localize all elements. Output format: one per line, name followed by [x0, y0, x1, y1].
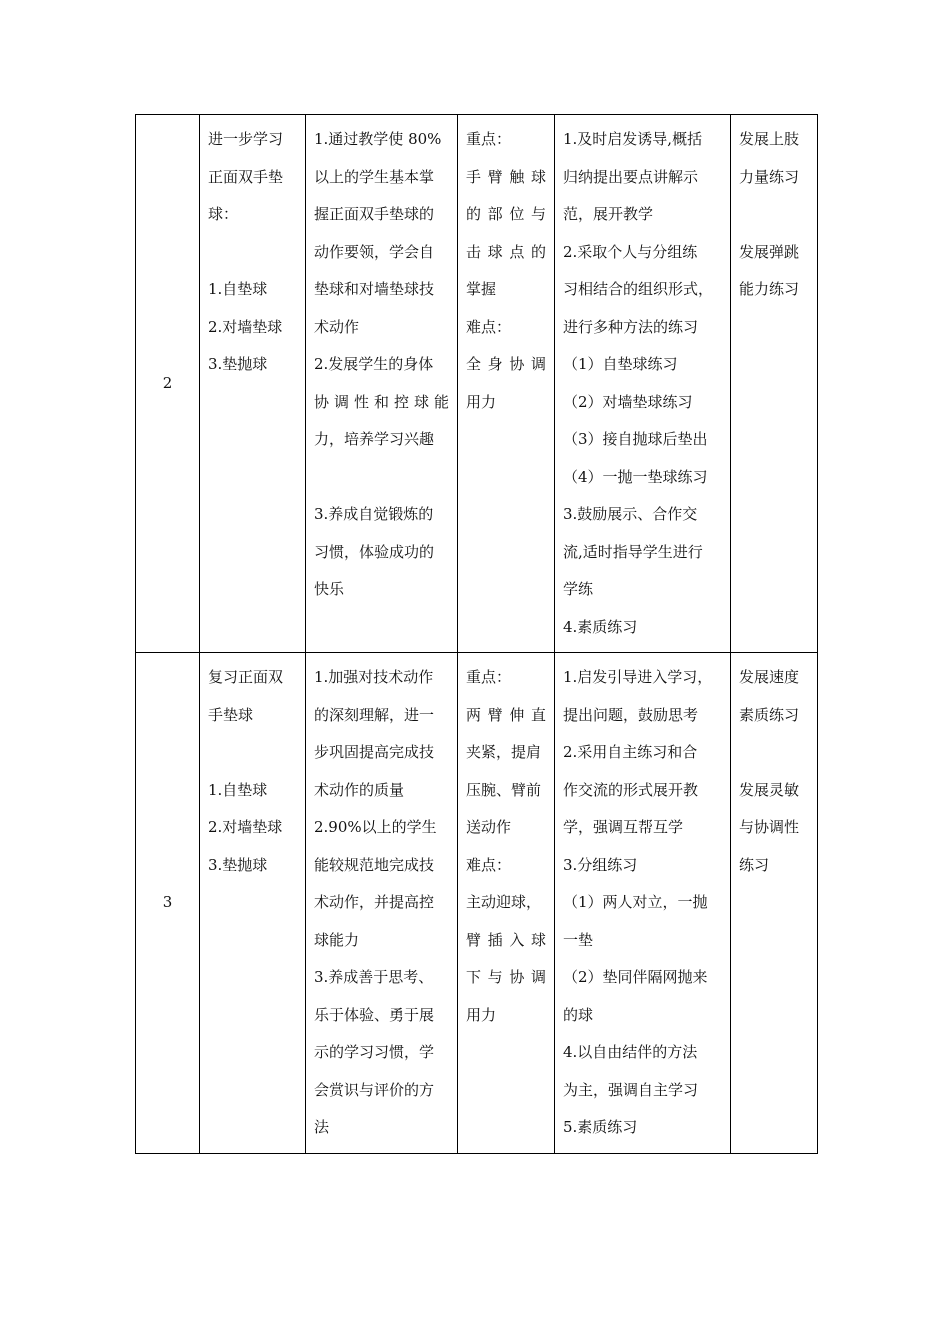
fitness-line: 能力练习: [739, 280, 800, 298]
goal-line: 力，培养学习兴趣: [314, 430, 435, 448]
goal-line: 乐于体验、勇于展: [314, 1005, 435, 1024]
fitness-line: 发展灵敏: [739, 780, 800, 799]
goal-line: 习惯，体验成功的: [314, 542, 435, 561]
keypoints-cell: [458, 653, 555, 1154]
content-cell: [200, 115, 306, 653]
method-line: （1）两人对立，一抛: [563, 893, 708, 911]
goal-line: 会赏识与评价的方: [314, 1080, 435, 1099]
hard-line: 用力: [466, 392, 497, 411]
goal-line: 步巩固提高完成技: [314, 743, 435, 761]
method-line: （2）对墙垫球练习: [563, 392, 693, 411]
hard-label: 难点：: [466, 317, 512, 336]
methods-cell: [555, 115, 731, 653]
content-title-line: 正面双手垫: [208, 167, 284, 186]
goal-line: 示的学习习惯，学: [314, 1043, 435, 1061]
goal-line: 2.发展学生的身体: [314, 355, 434, 373]
goal-line: 术动作，并提高控: [314, 893, 435, 911]
fitness-line: 力量练习: [739, 167, 800, 186]
goal-line: 1.加强对技术动作: [314, 668, 434, 686]
lesson-plan-table: [135, 114, 818, 1154]
method-line: （3）接自抛球后垫出: [563, 430, 708, 448]
method-line: 1.启发引导进入学习，: [563, 668, 713, 686]
method-line: 作交流的形式展开教: [563, 780, 699, 799]
table-row: [136, 115, 818, 653]
content-item: 2.对墙垫球: [208, 818, 283, 836]
fitness-line: 发展上肢: [739, 130, 800, 148]
key-line: 两臂伸直: [466, 705, 546, 724]
content-item: 1.自垫球: [208, 780, 268, 799]
hard-line: 主动迎球，: [466, 893, 542, 911]
method-line: 一垫: [563, 930, 594, 949]
method-line: 归纳提出要点讲解示: [563, 167, 699, 186]
goal-line: 球能力: [314, 930, 360, 949]
hard-label: 难点：: [466, 855, 512, 874]
goals-cell: [306, 115, 458, 653]
content-title-line: 进一步学习: [208, 130, 284, 148]
method-line: 为主，强调自主学习: [563, 1080, 699, 1099]
goal-line: 1.通过教学使 80%: [314, 130, 442, 148]
method-line: 3.分组练习: [563, 855, 638, 874]
goal-line: 握正面双手垫球的: [314, 205, 435, 223]
method-line: 4.素质练习: [563, 617, 638, 636]
fitness-cell: [731, 115, 818, 653]
goal-line: 垫球和对墙垫球技: [314, 280, 435, 298]
content-item: 2.对墙垫球: [208, 317, 283, 336]
lesson-number: 3: [136, 653, 200, 1154]
goal-line: 协调性和控球能: [314, 392, 449, 411]
method-line: 习相结合的组织形式，: [563, 280, 714, 298]
goal-line: 动作要领，学会自: [314, 242, 435, 261]
goal-line: 3.养成自觉锻炼的: [314, 505, 434, 523]
hard-line: 全身协调: [466, 355, 546, 373]
goal-line: 术动作: [314, 317, 360, 336]
content-item: 3.垫抛球: [208, 355, 268, 373]
method-line: 提出问题，鼓励思考: [563, 705, 699, 724]
hard-line: 臂插入球: [466, 930, 546, 949]
method-line: （4）一抛一垫球练习: [563, 467, 708, 486]
fitness-line: 发展速度: [739, 668, 800, 686]
goal-line: 3.养成善于思考、: [314, 968, 434, 986]
content-item: 3.垫抛球: [208, 855, 268, 874]
goal-line: 术动作的质量: [314, 780, 405, 799]
method-line: 2.采取个人与分组练: [563, 242, 698, 261]
key-line: 送动作: [466, 818, 512, 836]
content-title-line: 复习正面双: [208, 668, 284, 686]
keypoints-cell: [458, 115, 555, 653]
goal-line: 2.90%以上的学生: [314, 818, 437, 836]
key-line: 手臂触球: [466, 167, 546, 186]
hard-line: 用力: [466, 1005, 497, 1024]
method-line: 1.及时启发诱导,概括: [563, 130, 703, 148]
method-line: 流,适时指导学生进行: [563, 542, 703, 561]
goal-line: 快乐: [314, 580, 345, 598]
hard-line: 下与协调: [466, 968, 546, 986]
method-line: 进行多种方法的练习: [563, 317, 699, 336]
table-row: [136, 653, 818, 1154]
method-line: （2）垫同伴隔网抛来: [563, 968, 708, 986]
fitness-line: 素质练习: [739, 705, 800, 724]
key-line: 夹紧，提肩: [466, 743, 542, 761]
key-line: 掌握: [466, 280, 497, 298]
method-line: 5.素质练习: [563, 1118, 638, 1136]
method-line: 4.以自由结伴的方法: [563, 1043, 698, 1061]
goal-line: 以上的学生基本掌: [314, 167, 435, 186]
key-line: 的部位与: [466, 205, 546, 223]
fitness-cell: [731, 653, 818, 1154]
goal-line: 的深刻理解，进一: [314, 705, 435, 724]
content-title-line: 球：: [208, 205, 239, 223]
key-label: 重点：: [466, 668, 512, 686]
fitness-line: 与协调性: [739, 818, 800, 836]
key-label: 重点：: [466, 130, 512, 148]
methods-cell: [555, 653, 731, 1154]
method-line: 2.采用自主练习和合: [563, 743, 698, 761]
fitness-line: 发展弹跳: [739, 242, 800, 261]
method-line: 学练: [563, 580, 594, 598]
content-cell: [200, 653, 306, 1154]
goal-line: 能较规范地完成技: [314, 855, 435, 874]
content-title-line: 手垫球: [208, 705, 254, 724]
method-line: 3.鼓励展示、合作交: [563, 505, 698, 523]
goal-line: 法: [314, 1118, 330, 1136]
key-line: 击球点的: [466, 242, 546, 261]
key-line: 压腕、臂前: [466, 780, 542, 799]
content-item: 1.自垫球: [208, 280, 268, 298]
method-line: 范，展开教学: [563, 205, 654, 223]
fitness-line: 练习: [739, 855, 770, 874]
method-line: （1）自垫球练习: [563, 355, 678, 373]
goals-cell: [306, 653, 458, 1154]
method-line: 的球: [563, 1005, 594, 1024]
lesson-number: 2: [136, 115, 200, 653]
method-line: 学，强调互帮互学: [563, 818, 684, 836]
